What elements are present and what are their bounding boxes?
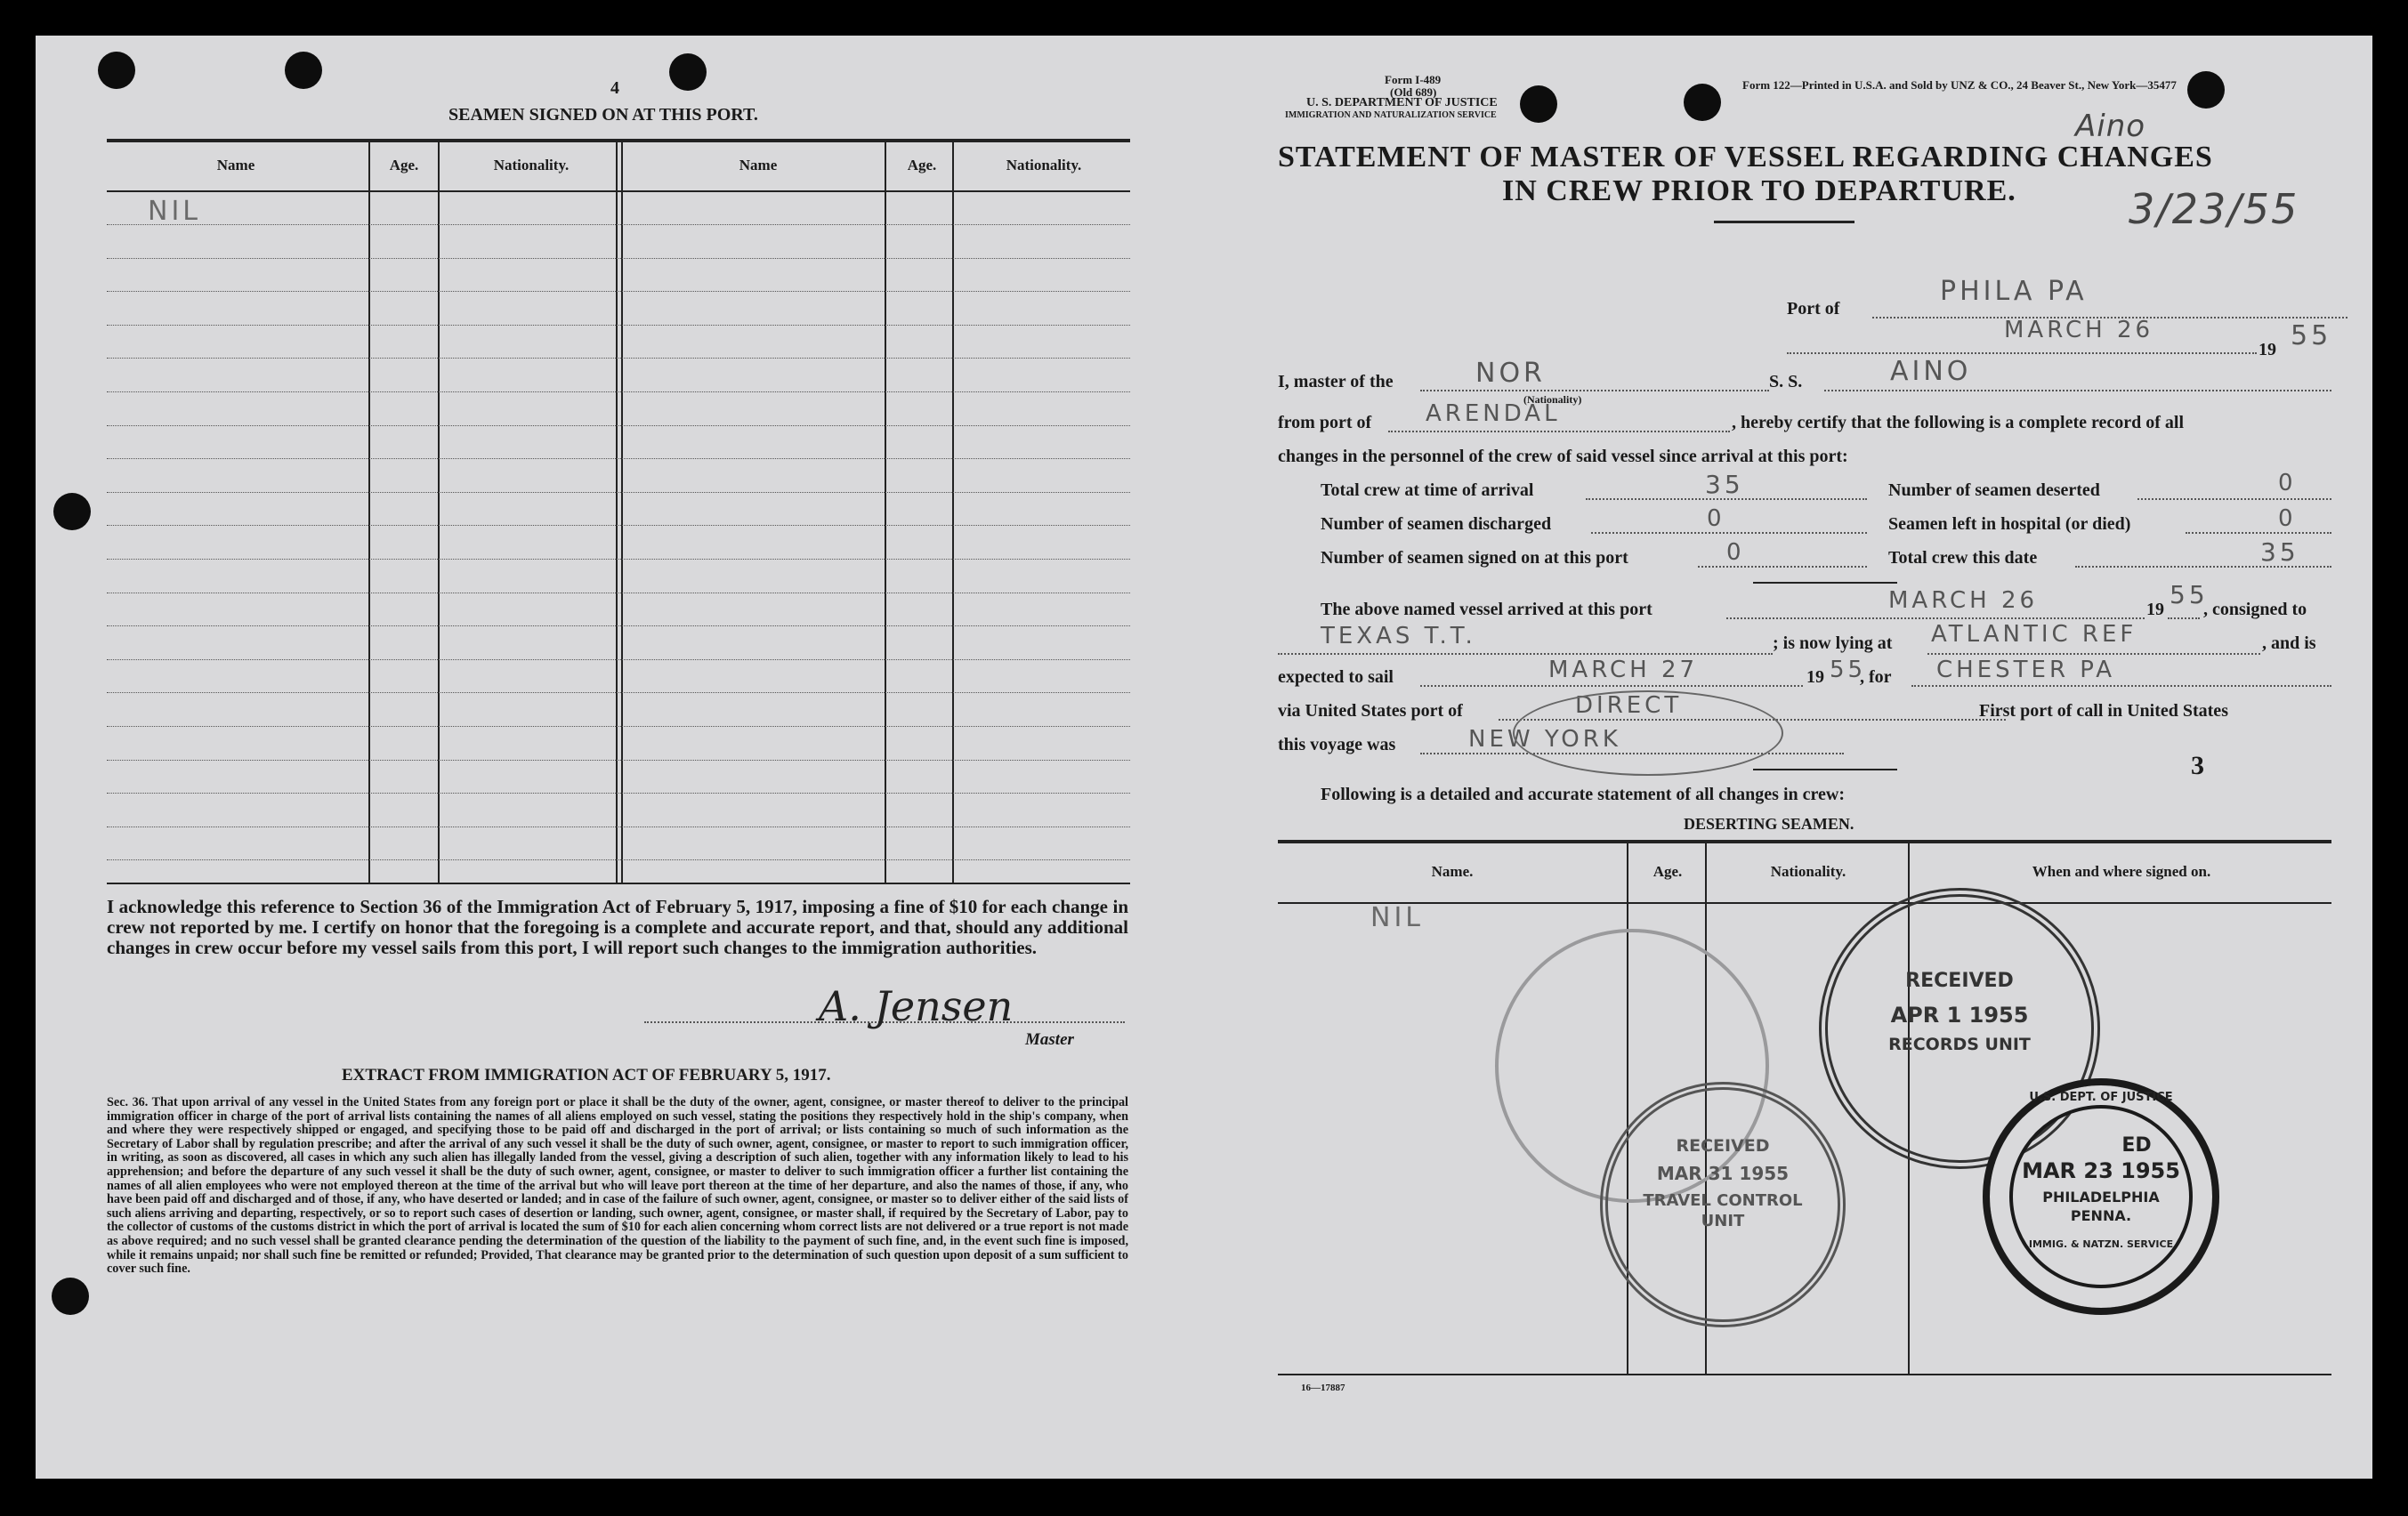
service-name: IMMIGRATION AND NATURALIZATION SERVICE [1285,110,1497,120]
form-title-line1: STATEMENT OF MASTER OF VESSEL REGARDING CHANGES [1278,141,2213,173]
left-page-title: SEAMEN SIGNED ON AT THIS PORT. [448,105,758,125]
table-row-line [107,859,1130,860]
changes-text: changes in the personnel of the crew of said vessel since arrival at this port: [1278,447,1848,466]
stamp-doj-ed: ED [2121,1134,2152,1157]
port-label: Port of [1787,299,1840,319]
expected-label: expected to sail [1278,667,1394,687]
ss-line [1824,390,2331,391]
arrived-label: The above named vessel arrived at this port [1321,600,1652,619]
punch-hole [285,52,322,89]
arrived-year-line [2168,617,2200,619]
from-port-value: ARENDAL [1426,400,1561,427]
col-header-age-2: Age. [907,157,937,173]
arrived-year: 55 [2170,580,2209,609]
nationality-line [1420,390,1769,391]
right-table-top-rule [1278,840,2331,843]
lying-value: ATLANTIC REF [1931,621,2137,648]
section-divider [1753,769,1897,770]
signed-on-label: Number of seamen signed on at this port [1321,548,1628,568]
stamp-unit: UNIT [1701,1212,1745,1230]
consigned-label: , consigned to [2203,600,2307,619]
table-header-rule [107,190,1130,192]
lying-label: ; is now lying at [1773,633,1893,653]
discharged-line [1591,532,1867,534]
punch-hole [1684,84,1721,121]
acknowledgment-text: I acknowledge this reference to Section 36 of the Immigration Act of February 5, 1917, imposing a fine of $10 for each change in crew not reported by me. I certify on honor that the foregoing is a complete and accurate report, and that, should any additional changes in crew occur before my vessel sails from this port, I will report such changes to the immigration authorities. [107,896,1128,958]
date-line [1787,352,2257,354]
year-prefix: 19 [2259,340,2276,359]
punch-hole [1520,85,1557,123]
extract-title: EXTRACT FROM IMMIGRATION ACT OF FEBRUARY 5, 1917. [342,1066,831,1085]
port-value: PHILA PA [1940,276,2088,307]
stats-divider [1753,582,1897,584]
arrived-line [1726,617,2145,619]
for-label: , for [1860,667,1892,687]
table-row-line [107,760,1130,761]
col-header-nationality: Nationality. [493,157,570,173]
col-divider [438,141,440,883]
stamp-received-date: APR 1 1955 [1890,1003,2029,1028]
certify-text: , hereby certify that the following is a complete record of all [1732,413,2185,432]
punch-hole [669,53,707,91]
total-date-value: 35 [2260,537,2299,567]
consignee-value: TEXAS T.T. [1321,623,1476,649]
for-value: CHESTER PA [1936,657,2116,683]
hospital-value: 0 [2278,505,2297,532]
discharged-value: 0 [1707,505,1725,532]
received-travel-control-stamp [1600,1082,1846,1327]
stamp-doj-ring-bottom: IMMIG. & NATZN. SERVICE [2028,1238,2174,1250]
total-arrival-value: 35 [1705,470,1744,499]
footer-code: 16—17887 [1301,1383,1345,1393]
total-arrival-label: Total crew at time of arrival [1321,480,1534,500]
stamp-doj-state: PENNA. [2070,1207,2132,1224]
date-value: MARCH 26 [2004,317,2154,343]
via-circle-mark [1513,690,1783,776]
table-row-line [107,458,1130,459]
table-row-line [107,492,1130,493]
via-label: via United States port of [1278,701,1463,721]
expected-line [1420,685,1803,687]
col-header-age: Age. [389,157,419,173]
col-divider [368,141,370,883]
table-row-line [107,291,1130,292]
signed-on-line [1698,566,1867,568]
form-old-number: (Old 689) [1390,85,1437,99]
title-underline [1714,221,1854,223]
table-row-line [107,625,1130,626]
table-row-line [107,659,1130,660]
hospital-label: Seamen left in hospital (or died) [1888,514,2131,534]
punch-hole [53,493,91,530]
nationality-value: NOR [1475,358,1546,389]
table-row-line [107,391,1130,392]
col-divider [621,141,623,883]
punch-hole [52,1278,89,1315]
punch-hole [2187,71,2225,109]
handwritten-ship-name: Aino [2075,109,2146,144]
table-row-line [107,793,1130,794]
handwritten-date: 3/23/55 [2129,185,2299,233]
right-col-header-signed-on: When and where signed on. [2032,863,2211,880]
discharged-label: Number of seamen discharged [1321,514,1552,534]
right-col-header-name: Name. [1431,863,1474,880]
right-col-header-nationality: Nationality. [1770,863,1846,880]
right-handwritten-nil: NIL [1370,902,1425,933]
table-row-line [107,258,1130,259]
right-table-bottom-rule [1278,1374,2331,1375]
form-title-line2: IN CREW PRIOR TO DEPARTURE. [1502,174,2016,207]
stamp-doj-city: PHILADELPHIA [2042,1189,2160,1206]
page-number-3: 3 [2191,751,2204,780]
arrived-value: MARCH 26 [1888,587,2039,614]
stamp-doj-date: MAR 23 1955 [2022,1158,2180,1183]
table-row-line [107,726,1130,727]
col-divider [952,141,954,883]
deserting-title: DESERTING SEAMEN. [1684,815,1854,833]
table-row-line [107,358,1130,359]
consignee-line [1278,653,1773,655]
year-value: 55 [2291,320,2332,351]
for-line [1911,685,2331,687]
table-row-line [107,525,1130,526]
expected-value: MARCH 27 [1548,657,1699,683]
right-col-header-age: Age. [1652,863,1683,880]
signed-on-value: 0 [1726,539,1745,566]
right-table-header-rule [1278,902,2331,904]
nationality-caption: (Nationality) [1523,393,1582,406]
via-value: DIRECT [1575,692,1683,719]
ss-label: S. S. [1769,372,1803,391]
table-row-line [107,692,1130,693]
following-text: Following is a detailed and accurate statement of all changes in crew: [1321,785,1846,804]
arrived-year-prefix: 19 [2146,600,2164,619]
department-name: U. S. DEPARTMENT OF JUSTICE [1306,96,1498,109]
voyage-value: NEW YORK [1468,726,1621,753]
first-port-label: First port of call in United States [1979,701,2228,721]
col-header-name: Name [216,157,255,173]
table-top-rule [107,139,1130,142]
from-port-line [1388,431,1730,432]
deserted-line [2137,498,2331,500]
stamp-travel-control: TRAVEL CONTROL [1643,1191,1803,1210]
and-is-text: , and is [2262,633,2316,653]
punch-hole [98,52,135,89]
voyage-label: this voyage was [1278,735,1396,754]
hospital-line [2186,532,2331,534]
table-row-line [107,325,1130,326]
total-date-label: Total crew this date [1888,548,2038,568]
col-divider [616,141,618,883]
deserted-label: Number of seamen deserted [1888,480,2100,500]
col-header-nationality-2: Nationality. [1006,157,1082,173]
extract-text: Sec. 36. That upon arrival of any vessel in the United States from any foreign port or place it shall be the duty of the owner, agent, consignee, or master thereof to deliver to the principal immigration officer in charge of the port of arrival lists containing the names of all aliens employed on such vessel, stating the positions they respectively hold in the ship's company, when and where they were respectively shipped or engaged, and specifying those to be paid off and discharged in the port of arrival; or lists containing so much of such information as the Secretary of Labor shall by regulation prescribe; and after the arrival of any such vessel it shall be the duty of such owner, agent, consignee, or master to report to such immigration officer, in writing, as soon as discovered, all cases in which any such alien has illegally landed from the vessel, giving a description of such alien, together with any information likely to lead to his apprehension; and before the departure of any such vessel it shall be the duty of such owner, agent, consignee, or master to deliver to such immigration officer a further list containing the names of all alien employees who were not employed thereon at the time of the arrival but who will leave port thereon at the time of her departure, and also the names of those, if any, who have been paid off and discharged and of those, if any, who have deserted or landed; and in case of the failure of such owner, agent, consignee, or master so to deliver either of the said lists of such aliens arriving and departing, respectively, or so to report such cases of desertion or landing, such owner, agent, consignee, or master shall, if required by the Secretary of Labor, pay to the collector of customs of the customs district in which the port of arrival is located the sum of $10 for each alien concerning whom correct lists are not delivered or a true report is not made as above required; and no such vessel shall be granted clearance pending the determination of the question of the liability to the payment of such fine, and, in the event such fine is imposed, while it remains unpaid; nor shall such fine be remitted or refunded; Provided, That clearance may be granted prior to the determination of such question upon deposit of a sum sufficient to cover such fine. [107,1095,1128,1277]
stamp-records-unit: RECORDS UNIT [1888,1035,2031,1054]
document-paper [36,36,2372,1479]
expected-year: 55 [1830,657,1867,683]
left-page-number: 4 [610,78,619,98]
table-row-line [107,425,1130,426]
table-bottom-rule [107,883,1130,884]
doj-stamp [1983,1078,2219,1315]
deserted-value: 0 [2278,470,2297,496]
printer-info: Form 122—Printed in U.S.A. and Sold by UNZ & CO., 24 Beaver St., New York—35477 [1742,78,2177,92]
from-port-label: from port of [1278,413,1372,432]
lying-line [1927,653,2260,655]
handwritten-nil: NIL [148,196,202,227]
col-header-name-2: Name [739,157,778,173]
stamp-received-date-2: MAR 31 1955 [1656,1163,1790,1184]
stamp-doj-ring: U.S. DEPT. OF JUSTICE [2029,1091,2173,1104]
col-divider [885,141,886,883]
expected-year-prefix: 19 [1806,667,1824,687]
master-label: I, master of the [1278,372,1394,391]
stamp-received-label: RECEIVED [1905,970,2014,992]
table-row-line [107,559,1130,560]
signature-role: Master [1025,1030,1074,1049]
master-signature: A. Jensen [819,982,1014,1030]
form-number: Form I-489 [1385,73,1442,86]
table-row-line [107,224,1130,225]
stamp-received-label-2: RECEIVED [1676,1136,1770,1156]
ss-value: AINO [1890,356,1972,387]
